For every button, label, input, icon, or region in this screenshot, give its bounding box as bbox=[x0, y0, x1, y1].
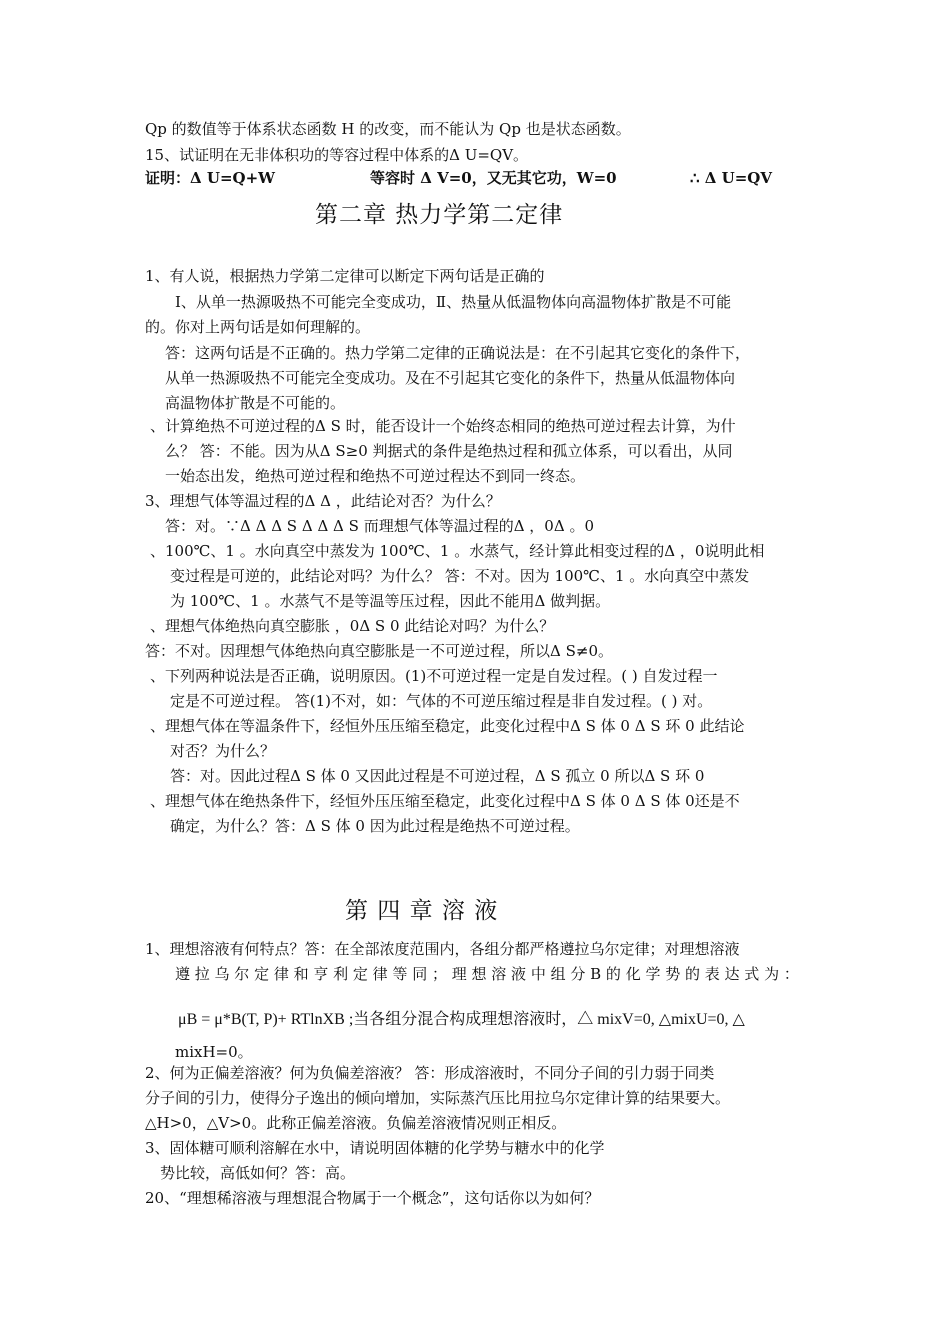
text-line: 一始态出发，绝热可逆过程和绝热不可逆过程达不到同一终态。 bbox=[165, 467, 586, 485]
text-line: 变过程是可逆的，此结论对吗？为什么？ 答：不对。因为 100℃、1 。水向真空中蒸发 bbox=[170, 567, 750, 585]
text-line: 2、何为正偏差溶液？何为负偏差溶液？ 答：形成溶液时，不同分子间的引力弱于同类 bbox=[145, 1064, 715, 1082]
text-line: 为 100℃、1 。水蒸气不是等温等压过程，因此不能用Δ 做判据。 bbox=[170, 592, 611, 610]
text-line: 从单一热源吸热不可能完全变成功。及在不引起其它变化的条件下，热量从低温物体向 bbox=[165, 369, 736, 387]
text-line: Ⅰ、从单一热源吸热不可能完全变成功，Ⅱ、热量从低温物体向高温物体扩散是不可能 bbox=[175, 293, 732, 311]
text-line: mixH=0。 bbox=[175, 1043, 253, 1061]
text-line: 3、固体糖可顺利溶解在水中，请说明固体糖的化学势与糖水中的化学 bbox=[145, 1139, 605, 1157]
text-line: 势比较，高低如何？答：高。 bbox=[160, 1164, 356, 1182]
chemical-potential-formula: μB = μ*B(T, P)+ RTlnXB ;当各组分混合构成理想溶液时，△ mixV=0, △mixU=0, △ bbox=[178, 1011, 745, 1028]
text-line: 、理想气体在等温条件下，经恒外压压缩至稳定，此变化过程中Δ S 体 0 Δ S 环 0 此结论 bbox=[150, 717, 745, 735]
text-line: 答：这两句话是不正确的。热力学第二定律的正确说法是：在不引起其它变化的条件下， bbox=[165, 344, 751, 362]
text-line: 1、理想溶液有何特点？答：在全部浓度范围内，各组分都严格遵拉乌尔定律；对理想溶液 bbox=[145, 940, 740, 958]
text-line: 答：对。因此过程Δ S 体 0 又因此过程是不可逆过程，Δ S 孤立 0 所以Δ S 环 0 bbox=[170, 767, 705, 785]
text-line: 3、理想气体等温过程的Δ Δ ，此结论对否？为什么？ bbox=[145, 492, 501, 510]
text-line: 答：不对。因理想气体绝热向真空膨胀是一不可逆过程，所以Δ S≠0。 bbox=[145, 642, 613, 660]
text-line: 、理想气体在绝热条件下，经恒外压压缩至稳定，此变化过程中Δ S 体 0 Δ S 体 0还是不 bbox=[150, 792, 740, 810]
text-line: 、计算绝热不可逆过程的Δ S 时，能否设计一个始终态相同的绝热可逆过程去计算，为什 bbox=[150, 417, 736, 435]
proof-line-part-1: 证明：Δ U=Q+W bbox=[145, 169, 275, 187]
text-line: 20、“理想稀溶液与理想混合物属于一个概念”，这句话你以为如何？ bbox=[145, 1189, 600, 1207]
text-line: 1、有人说，根据热力学第二定律可以断定下两句话是正确的 bbox=[145, 267, 545, 285]
text-line: 定是不可逆过程。 答(1)不对，如：气体的不可逆压缩过程是非自发过程。( ) 对。 bbox=[170, 692, 713, 710]
text-line: 15、试证明在无非体积功的等容过程中体系的Δ U=QV。 bbox=[145, 146, 529, 164]
text-line: 的。你对上两句话是如何理解的。 bbox=[145, 318, 371, 336]
text-line: 、下列两种说法是否正确，说明原因。(1)不可逆过程一定是自发过程。( ) 自发过程一 bbox=[150, 667, 718, 685]
proof-line-part-3: ∴ Δ U=QV bbox=[690, 169, 772, 187]
text-line: 确定，为什么？答：Δ S 体 0 因为此过程是绝热不可逆过程。 bbox=[170, 817, 580, 835]
text-line: 答：对。∵Δ Δ Δ S Δ Δ Δ S 而理想气体等温过程的Δ ，0Δ 。0 bbox=[165, 517, 594, 535]
chapter-2-title: 第二章 热力学第二定律 bbox=[315, 202, 564, 228]
text-line: 高温物体扩散是不可能的。 bbox=[165, 394, 346, 412]
text-line: 遵 拉 乌 尔 定 律 和 亨 利 定 律 等 同 ； 理 想 溶 液 中 组 分 B 的 化 学 势 的 表 达 式 为 ： bbox=[175, 965, 799, 983]
text-line: 、理想气体绝热向真空膨胀 ，0Δ S 0 此结论对吗？为什么？ bbox=[150, 617, 555, 635]
text-line: 么？ 答：不能。因为从Δ S≥0 判据式的条件是绝热过程和孤立体系，可以看出，从同 bbox=[165, 442, 733, 460]
text-line: 分子间的引力，使得分子逸出的倾向增加，实际蒸汽压比用拉乌尔定律计算的结果要大。 bbox=[145, 1089, 731, 1107]
text-line: 对否？为什么？ bbox=[170, 742, 276, 760]
text-line: 、100℃、1 。水向真空中蒸发为 100℃、1 。水蒸气，经计算此相变过程的Δ ，0说明此相 bbox=[150, 542, 765, 560]
text-line: Qp 的数值等于体系状态函数 H 的改变，而不能认为 Qp 也是状态函数。 bbox=[145, 120, 631, 138]
text-line: △H>0，△V>0。此称正偏差溶液。负偏差溶液情况则正相反。 bbox=[145, 1114, 567, 1132]
chapter-4-title: 第 四 章 溶 液 bbox=[345, 898, 499, 924]
proof-line-part-2: 等容时 Δ V=0，又无其它功，W=0 bbox=[370, 169, 617, 187]
